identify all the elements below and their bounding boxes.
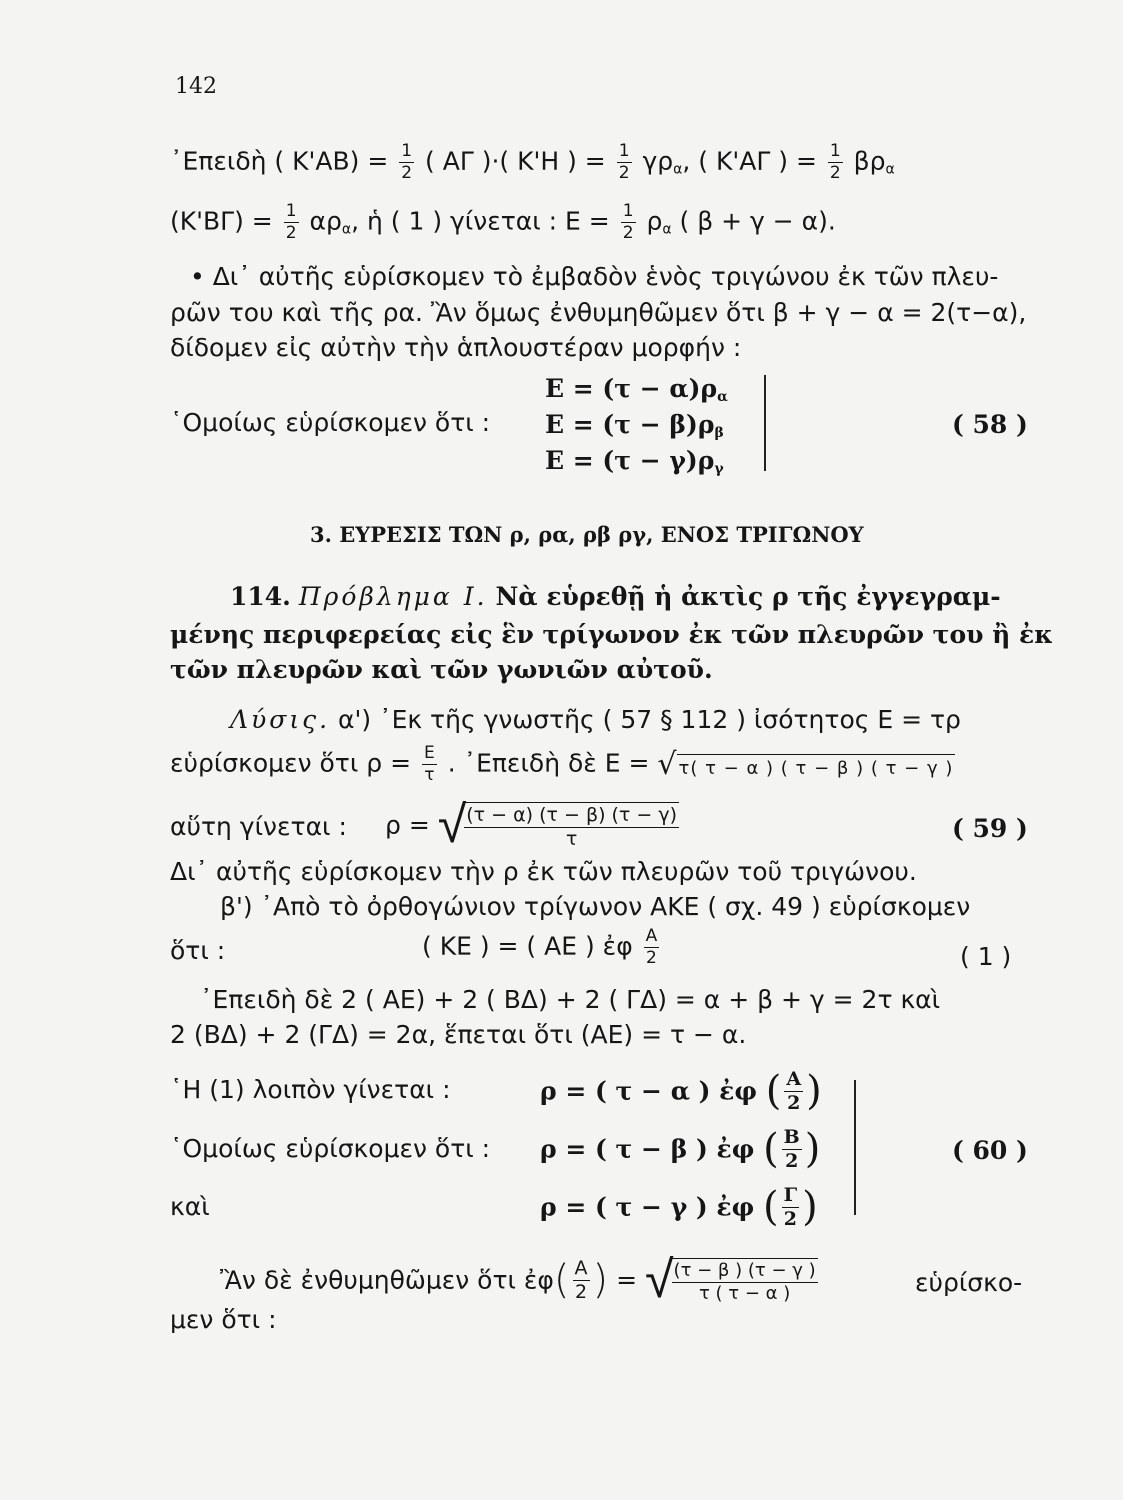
- eq60-lead-2: ῾Ομοίως εὑρίσκομεν ὅτι :: [170, 1134, 491, 1163]
- problem-line-1: 114. Πρόβλημα Ι. Νὰ εὑρεθῇ ἡ ἀκτὶς ρ τῆς ἐγγεγραμ-: [230, 582, 1001, 611]
- problem-line-2: μένης περιφερείας εἰς ἓν τρίγωνον ἐκ τῶν πλευρῶν του ἢ ἐκ: [170, 620, 1053, 649]
- solution-line-3-lead: αὕτη γίνεται :: [170, 812, 347, 841]
- eq60-lead-3: καὶ: [170, 1192, 210, 1221]
- intro-line-5: δίδομεν εἰς αὐτὴν τὴν ἁπλουστέραν μορφήν :: [170, 333, 742, 362]
- eq58-brace: [758, 375, 766, 471]
- eq58-line-3: $E = (\tau - \gamma)\rho_\gamma$: [545, 446, 724, 477]
- eq60-line-1: ρ = ( τ − α ) ἐφ ( $\frac{A}{2}$ ): [540, 1067, 822, 1114]
- problem-line-3: τῶν πλευρῶν καὶ τῶν γωνιῶν αὐτοῦ.: [170, 655, 713, 684]
- final-line-2: μεν ὅτι :: [170, 1305, 277, 1334]
- solution-line-1: Λύσις. α') ᾿Εκ τῆς γνωστῆς ( 57 § 112 ) ἰσότητος Ε = τρ: [230, 705, 961, 734]
- intro-line-2: (Κ'ΒΓ) = $\frac{1}{2}$ $\alpha\rho_\alpha$, ἡ ( 1 ) γίνεται : Ε = $\frac{1}{2}$ $\rho_\alpha$ ( β + γ − α).: [170, 201, 836, 243]
- intro-line-3: • Δι᾿ αὐτῆς εὑρίσκομεν τὸ ἐμβαδὸν ἑνὸς τριγώνου ἐκ τῶν πλευ-: [190, 262, 999, 291]
- section-heading: 3. ΕΥΡΕΣΙΣ ΤΩΝ ρ, ρα, ρβ ργ, ΕΝΟΣ ΤΡΙΓΩΝΟΥ: [310, 522, 864, 547]
- solution-line-6-lead: ὅτι :: [170, 936, 226, 965]
- sqrt-area: √ τ( τ − α ) ( τ − β ) ( τ − γ ): [657, 747, 954, 782]
- eq59-number: ( 59 ): [952, 814, 1028, 843]
- eq58-line-2: $E = (\tau - \beta)\rho_\beta$: [545, 410, 724, 441]
- final-line-1-tail: εὑρίσκο-: [915, 1268, 1023, 1297]
- eq60-brace: [848, 1080, 856, 1215]
- solution-line-2: εὑρίσκομεν ὅτι ρ = $\frac{E}{\tau}$ . ᾿Επειδὴ δὲ Ε = √ τ( τ − α ) ( τ − β ) ( τ − γ ): [170, 743, 954, 785]
- eq58-number: ( 58 ): [952, 410, 1028, 439]
- solution-line-6-number: ( 1 ): [960, 942, 1012, 971]
- eq60-line-2: ρ = ( τ − β ) ἐφ ( $\frac{B}{2}$ ): [540, 1125, 821, 1172]
- eq60-number: ( 60 ): [952, 1136, 1028, 1165]
- eq60-lead-1: ῾Η (1) λοιπὸν γίνεται :: [170, 1075, 451, 1104]
- page-number: 142: [175, 74, 217, 99]
- solution-line-8: 2 (ΒΔ) + 2 (ΓΔ) = 2α, ἕπεται ὅτι (ΑΕ) = τ − α.: [170, 1020, 747, 1049]
- solution-line-6-eq: ( ΚΕ ) = ( ΑΕ ) ἐφ $\frac{A}{2}$: [422, 926, 658, 968]
- intro-line-1: ᾿Επειδὴ ( Κ'ΑΒ) = $\frac{1}{2}$ ( ΑΓ )·( Κ'Η ) = $\frac{1}{2}$ $\gamma\rho_\alpha$, ( Κ'ΑΓ ) = $\frac{1}{2}$ $\beta\rho_\alpha$: [170, 141, 895, 183]
- eq60-line-3: ρ = ( τ − γ ) ἐφ ( $\frac{\Gamma}{2}$ ): [540, 1183, 818, 1230]
- intro-line-4: ρῶν του καὶ τῆς ρα. Ἂν ὅμως ἐνθυμηθῶμεν ὅτι β + γ − α = 2(τ−α),: [170, 298, 1027, 327]
- eq59: ρ = √ $\frac{(\tau - \alpha) (\tau - \beta) (\tau - \gamma)}{\tau}$: [385, 795, 678, 855]
- eq58-line-1: $E = (\tau - \alpha)\rho_\alpha$: [545, 374, 728, 405]
- solution-line-7: ᾿Επειδὴ δὲ 2 ( ΑΕ) + 2 ( ΒΔ) + 2 ( ΓΔ) = α + β + γ = 2τ καὶ: [200, 985, 941, 1014]
- final-line-1: Ἂν δὲ ἐνθυμηθῶμεν ὅτι ἐφ( $\frac{A}{2}$ ) = √ $\frac{(\tau - \beta ) (\tau - \gamma )}{\tau ( \tau - \alpha )}$: [220, 1250, 816, 1310]
- solution-line-4: Δι᾿ αὐτῆς εὑρίσκομεν τὴν ρ ἐκ τῶν πλευρῶν τοῦ τριγώνου.: [170, 857, 917, 886]
- solution-line-5: β') ᾿Απὸ τὸ ὀρθογώνιον τρίγωνον ΑΚΕ ( σχ. 49 ) εὑρίσκομεν: [220, 892, 971, 921]
- eq58-lead: ῾Ομοίως εὑρίσκομεν ὅτι :: [170, 408, 491, 437]
